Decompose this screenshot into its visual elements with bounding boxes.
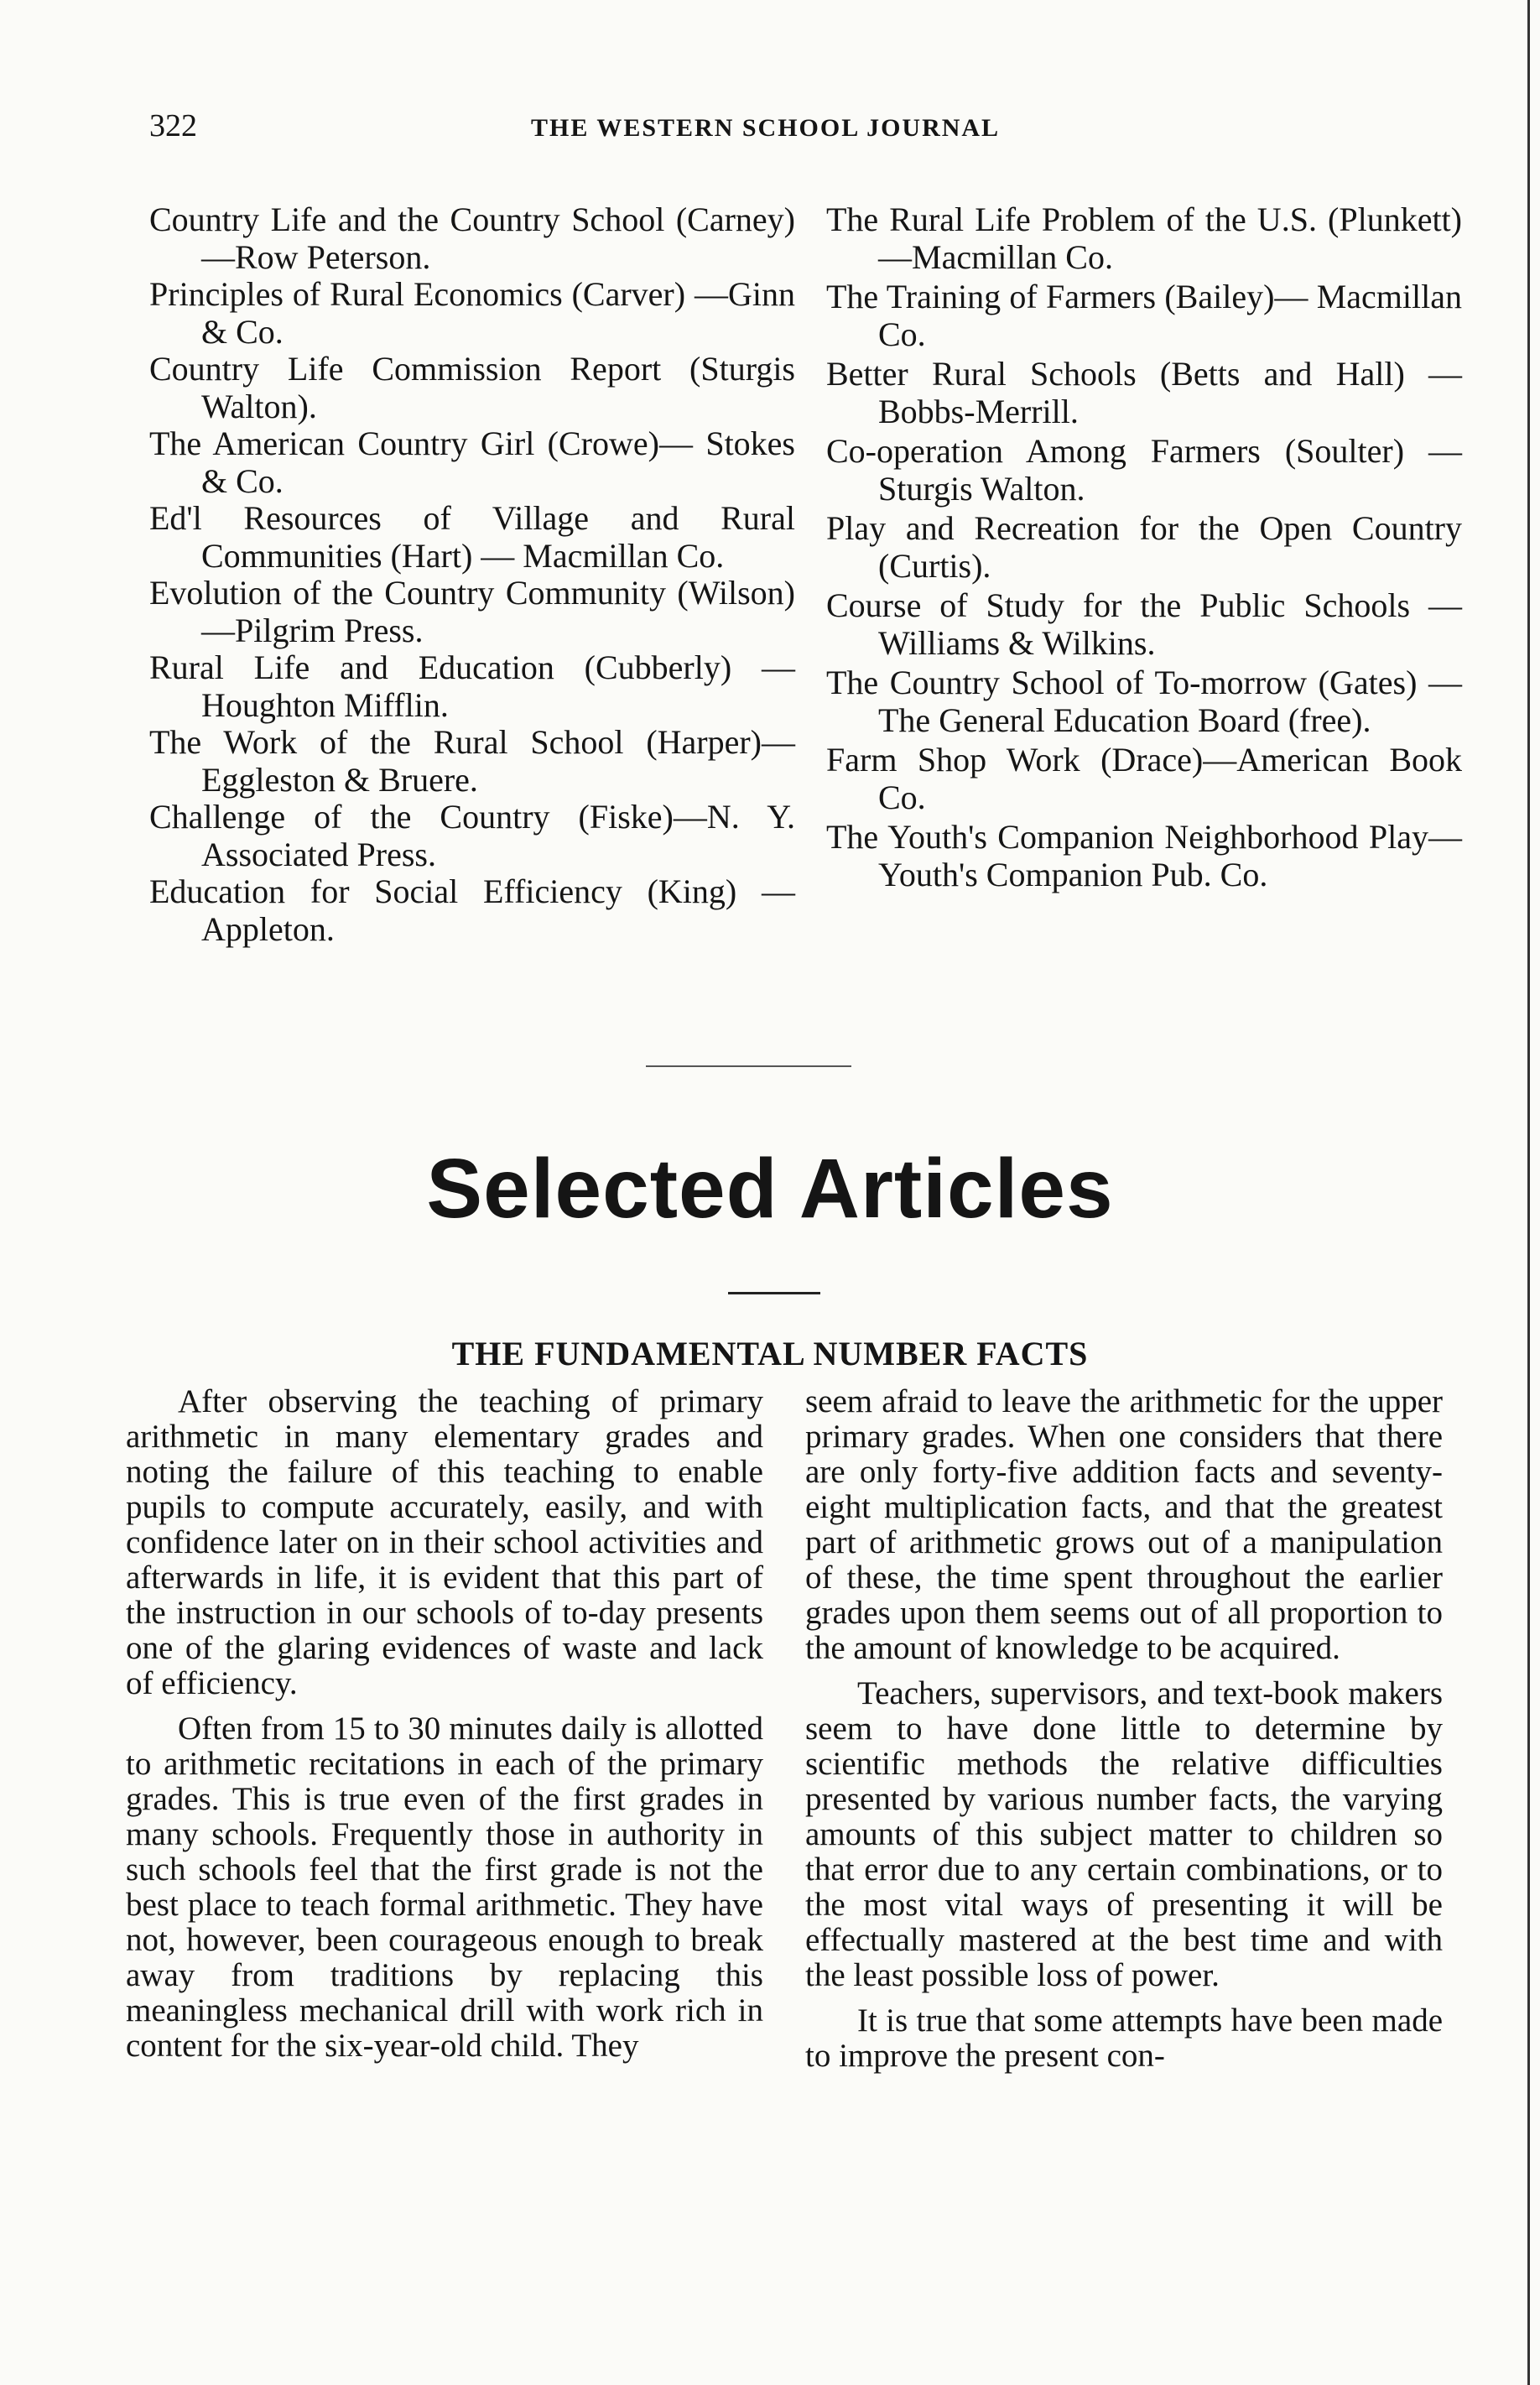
article-paragraph: It is true that some attempts have been made to improve the present con-	[805, 2002, 1443, 2074]
bibliography-left-column	[149, 201, 795, 948]
bibliography-entry: Challenge of the Country (Fiske)—N. Y. Associated Press.	[149, 798, 795, 873]
page-number: 322	[149, 108, 197, 143]
bibliography-entry: The Youth's Companion Neighborhood Play—Youth's Companion Pub. Co.	[826, 818, 1462, 893]
section-title: Selected Articles	[426, 1142, 1114, 1236]
bibliography-right-column	[826, 201, 1462, 896]
bibliography-entry: Course of Study for the Public Schools —Williams & Wilkins.	[826, 586, 1462, 662]
page-edge-rule	[1527, 0, 1530, 2385]
article-paragraph: seem afraid to leave the arithmetic for the upper primary grades. When one considers that there are only forty-five addition facts and seventy-eight multiplication facts, and that the greatest part of arithmetic grows out of a manipulation of these, the time spent throughout the earlier grades upon them seems out of all proportion to the amount of knowledge to be acquired.	[805, 1383, 1443, 1666]
title-rule	[728, 1292, 820, 1294]
article-paragraph: After observing the teaching of primary arithmetic in many elementary grades and noting the failure of this teaching to enable pupils to compute accurately, easily, and with confidence later on in their school activities and afterwards in life, it is evident that this part of the instruction in our schools of to-day presents one of the glaring evidences of waste and lack of efficiency.	[126, 1383, 763, 1701]
section-divider	[646, 1065, 851, 1067]
bibliography-entry: Better Rural Schools (Betts and Hall) —Bobbs-Merrill.	[826, 355, 1462, 430]
article-paragraph: Teachers, supervisors, and text-book makers seem to have done little to determine by scientific methods the relative difficulties presented by various number facts, the varying amounts of this subject matter to children so that error due to any certain combinations, or to the most vital ways of presenting it will be effectually mastered at the best time and with the least possible loss of power.	[805, 1675, 1443, 1993]
bibliography-entry: Farm Shop Work (Drace)—American Book Co.	[826, 741, 1462, 816]
bibliography-entry: Rural Life and Education (Cubberly) —Houghton Mifflin.	[149, 648, 795, 724]
page-header	[149, 107, 1458, 158]
bibliography-entry: Ed'l Resources of Village and Rural Communities (Hart) — Macmillan Co.	[149, 499, 795, 575]
bibliography-entry: The American Country Girl (Crowe)— Stokes & Co.	[149, 424, 795, 500]
bibliography-entry: Education for Social Efficiency (King) —Appleton.	[149, 872, 795, 948]
bibliography-entry: Play and Recreation for the Open Country (Curtis).	[826, 509, 1462, 585]
bibliography-entry: Country Life and the Country School (Carney)—Row Peterson.	[149, 200, 795, 276]
journal-title: THE WESTERN SCHOOL JOURNAL	[531, 114, 1001, 142]
bibliography-entry: Country Life Commission Report (Sturgis Walton).	[149, 350, 795, 425]
bibliography-entry: The Work of the Rural School (Harper)—Eggleston & Bruere.	[149, 723, 795, 799]
bibliography-entry: The Training of Farmers (Bailey)— Macmillan Co.	[826, 278, 1462, 353]
article-left-column	[126, 1384, 763, 2074]
bibliography-entry: The Country School of To-morrow (Gates) — The General Education Board (free).	[826, 664, 1462, 739]
bibliography-entry: Principles of Rural Economics (Carver) —Ginn & Co.	[149, 275, 795, 351]
bibliography-entry: The Rural Life Problem of the U.S. (Plunkett)—Macmillan Co.	[826, 200, 1462, 276]
article-title: THE FUNDAMENTAL NUMBER FACTS	[451, 1335, 1089, 1372]
bibliography-entry: Evolution of the Country Community (Wilson)—Pilgrim Press.	[149, 574, 795, 649]
bibliography-entry: Co-operation Among Farmers (Soulter) —Sturgis Walton.	[826, 432, 1462, 508]
article-paragraph: Often from 15 to 30 minutes daily is allotted to arithmetic recitations in each of the primary grades. This is true even of the first grades in many schools. Frequently those in authority in such schools feel that the first grade is not the best place to teach formal arithmetic. They have not, however, been courageous enough to break away from traditions by replacing this meaningless mechanical drill with work rich in content for the six-year-old child. They	[126, 1711, 763, 2064]
article-right-column	[805, 1384, 1443, 2084]
